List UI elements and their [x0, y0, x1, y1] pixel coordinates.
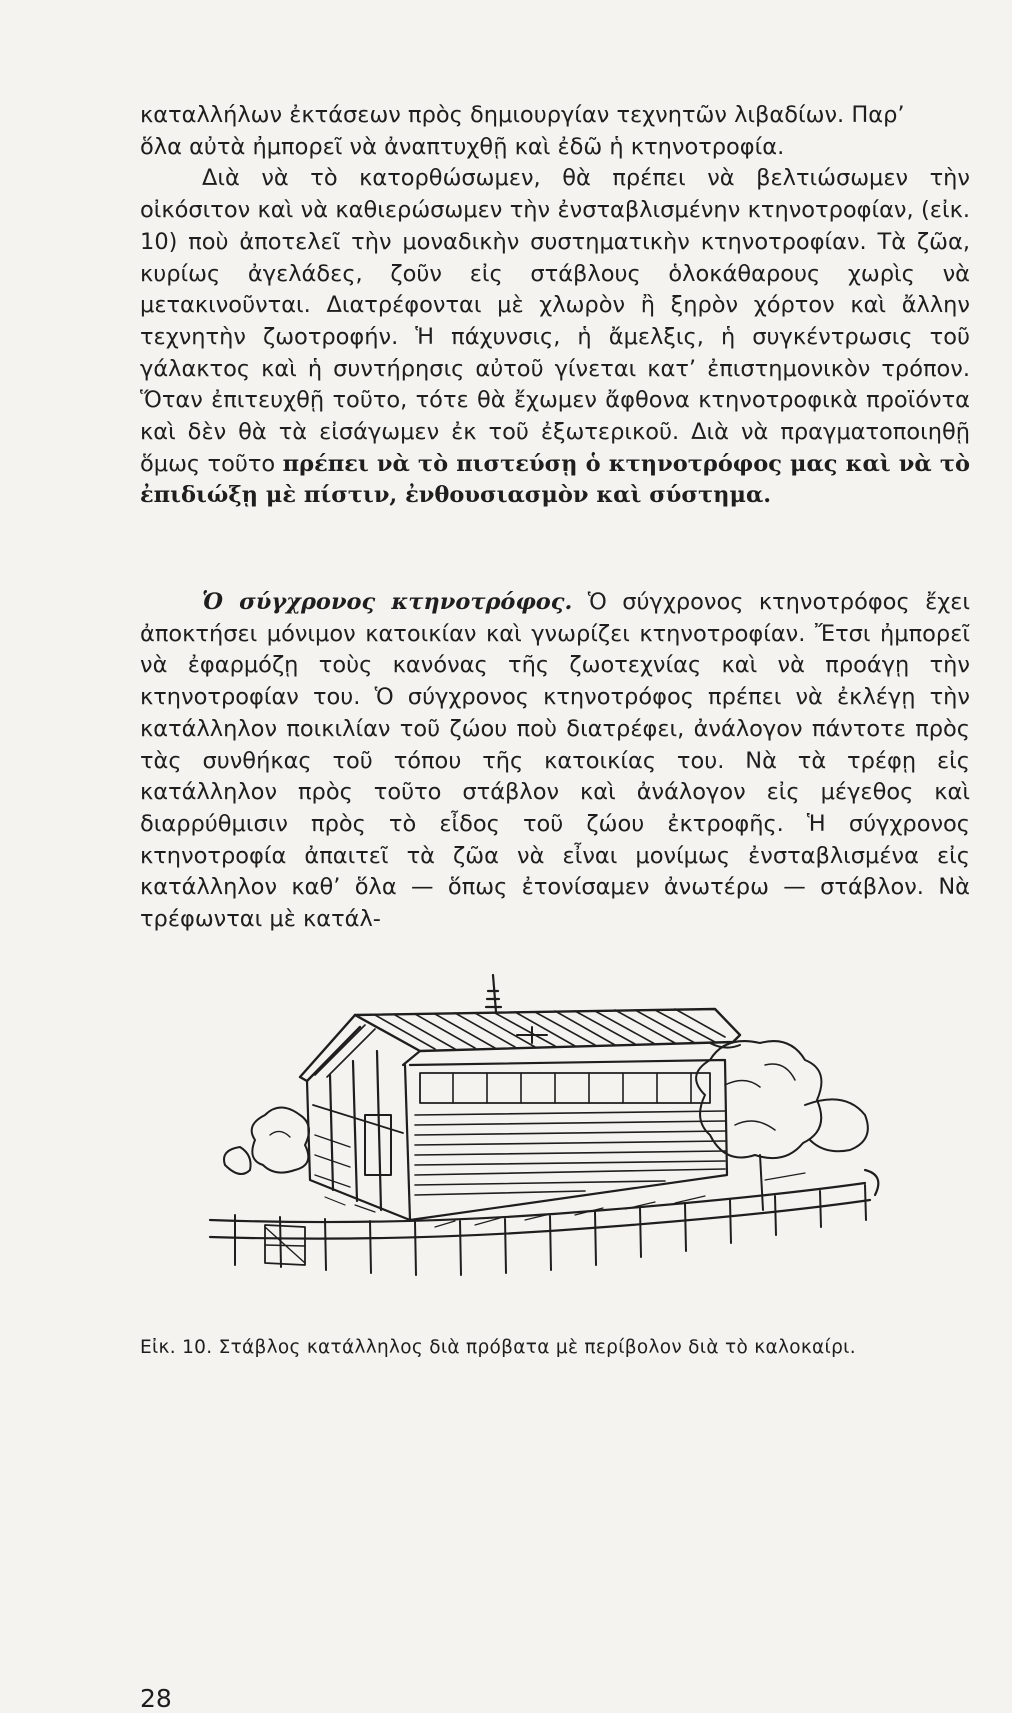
paragraph-text: Διὰ νὰ τὸ κατορθώσωμεν, θὰ πρέπει νὰ βελτιώσωμεν τὴν οἰκόσιτον καὶ νὰ καθιερώσωμεν τὴν ἐνσταβλισμένην κτηνοτροφίαν, (εἰκ. 10) ποὺ ἀποτελεῖ τὴν μοναδικὴν συστηματικὴν κτηνοτροφίαν. Τὰ ζῶα, κυρίως ἀγελάδες, ζοῦν εἰς στάβλους ὁλοκάθαρους χωρὶς νὰ μετακινοῦνται. Διατρέφονται μὲ χλωρὸν ἢ ξηρὸν χόρτον καὶ ἄλλην τεχνητὴν ζωοτροφήν. Ἡ πάχυνσις, ἡ ἄμελξις, ἡ συγκέντρωσις τοῦ γάλακτος καὶ ἡ συντήρησις αὐτοῦ γίνεται κατ’ ἐπιστημονικὸν τρόπον. Ὅταν ἐπιτευχθῇ τοῦτο, τότε θὰ ἔχωμεν ἄφθονα κτηνοτροφικὰ προϊόντα καὶ δὲν θὰ τὰ εἰσάγωμεν ἐκ τοῦ ἐξωτερικοῦ. Διὰ νὰ πραγματοποιηθῇ ὅμως τοῦτο: [140, 165, 970, 477]
stable-gable-end: [307, 1051, 410, 1220]
paddock-fence: [210, 1170, 878, 1275]
page-number: 28: [140, 1684, 172, 1713]
paragraph-text: Ὁ σύγχρονος κτηνοτρόφος ἔχει ἀποκτήσει μόνιμον κατοικίαν καὶ γνωρίζει κτηνοτροφίαν. Ἔτσι ἠμπορεῖ νὰ ἐφαρμόζῃ τοὺς κανόνας τῆς ζωοτεχνίας καὶ νὰ προάγῃ τὴν κτηνοτροφίαν του. Ὁ σύγχρονος κτηνοτρόφος πρέπει νὰ ἐκλέγῃ τὴν κατάλληλον ποικιλίαν τοῦ ζώου ποὺ διατρέφει, ἀνάλογον πάντοτε πρὸς τὰς συνθήκας τοῦ τόπου τῆς κατοικίας του. Νὰ τὰ τρέφῃ εἰς κατάλληλον πρὸς τοῦτο στάβλον καὶ ἀνάλογον εἰς μέγεθος καὶ διαρρύθμισιν πρὸς τὸ εἶδος τοῦ ζώου ἐκτροφῆς. Ἡ σύγχρονος κτηνοτροφία ἀπαιτεῖ τὰ ζῶα νὰ εἶναι μονίμως ἐνσταβλισμένα εἰς κατάλληλον καθ’ ὅλα — ὅπως ἐτονίσαμεν ἀνωτέρω — στάβλον. Νὰ τρέφωνται μὲ κατάλ-: [140, 589, 971, 933]
text-block-top: [140, 100, 970, 512]
paragraph-continuation: [140, 100, 970, 163]
trees-right: [696, 1041, 868, 1210]
p1-line-2: ὅλα αὐτὰ ἠμπορεῖ νὰ ἀναπτυχθῇ καὶ ἐδῶ ἡ κτηνοτροφία.: [140, 133, 785, 160]
roof-finial: [486, 975, 501, 1012]
stable-long-wall: [410, 1027, 740, 1220]
section-heading: Ὁ σύγχρονος κτηνοτρόφος.: [202, 589, 573, 615]
bushes-left: [224, 1108, 309, 1175]
text-block-section: [140, 587, 970, 936]
stable-illustration: [205, 965, 890, 1285]
figure-caption: Εἰκ. 10. Στάβλος κατάλληλος διὰ πρόβατα μὲ περίβολον διὰ τὸ καλοκαίρι.: [140, 1337, 856, 1358]
ground-hatching: [325, 1173, 805, 1227]
paragraph-modern-farmer: [140, 587, 970, 936]
p1-line-1: καταλλήλων ἐκτάσεων πρὸς δημιουργίαν τεχνητῶν λιβαδίων. Παρ’: [140, 102, 905, 128]
stable-roof: [300, 1009, 740, 1081]
paragraph-stable-farming: [140, 163, 970, 512]
emphasis-text: πρέπει νὰ τὸ πιστεύσῃ ὁ κτηνοτρόφος μας καὶ νὰ τὸ ἐπιδιώξῃ μὲ πίστιν, ἐνθουσιασμὸν καὶ σύστημα.: [140, 450, 970, 509]
